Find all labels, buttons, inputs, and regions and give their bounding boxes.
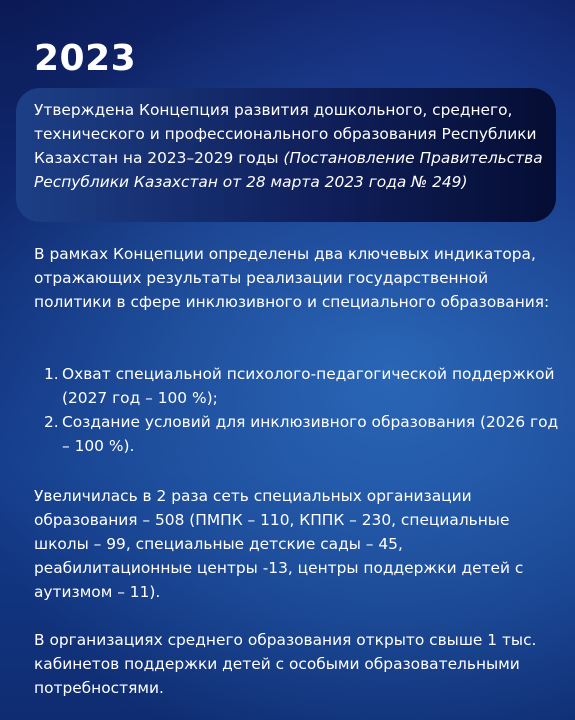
- organizations-paragraph: Увеличилась в 2 раза сеть специальных организации образования – 508 (ПМПК – 110, КППК – 230, специальные школы – 99, специальные детские сады – 45, реабилитационные центры -13, центры поддержки детей с аутизмом – 11).: [34, 487, 524, 601]
- list-item-number: 2.: [44, 413, 59, 431]
- concept-reference: (Постановление Правительства Республики Казахстан от 28 марта 2023 года № 249): [34, 149, 543, 191]
- list-item-text: Охват специальной психолого-педагогической поддержкой (2027 год – 100 %);: [62, 365, 555, 407]
- list-item-number: 1.: [44, 365, 59, 383]
- list-item: [44, 410, 562, 458]
- list-item-text: Создание условий для инклюзивного образования (2026 год – 100 %).: [62, 413, 559, 455]
- year-heading: 2023: [34, 38, 137, 79]
- list-item: [44, 362, 562, 410]
- indicators-intro: В рамках Концепции определены два ключевых индикатора, отражающих результаты реализации государственной политики в сфере инклюзивного и специального образования:: [34, 245, 550, 311]
- concept-text: Утверждена Концепция развития дошкольного, среднего, технического и профессионального образования Республики Казахстан на 2023–2029 годы: [34, 101, 537, 167]
- concept-highlight-box: [16, 88, 556, 222]
- cabinets-paragraph: В организациях среднего образования открыто свыше 1 тыс. кабинетов поддержки детей с особыми образовательными потребностями.: [34, 631, 537, 697]
- indicators-list: [44, 362, 562, 458]
